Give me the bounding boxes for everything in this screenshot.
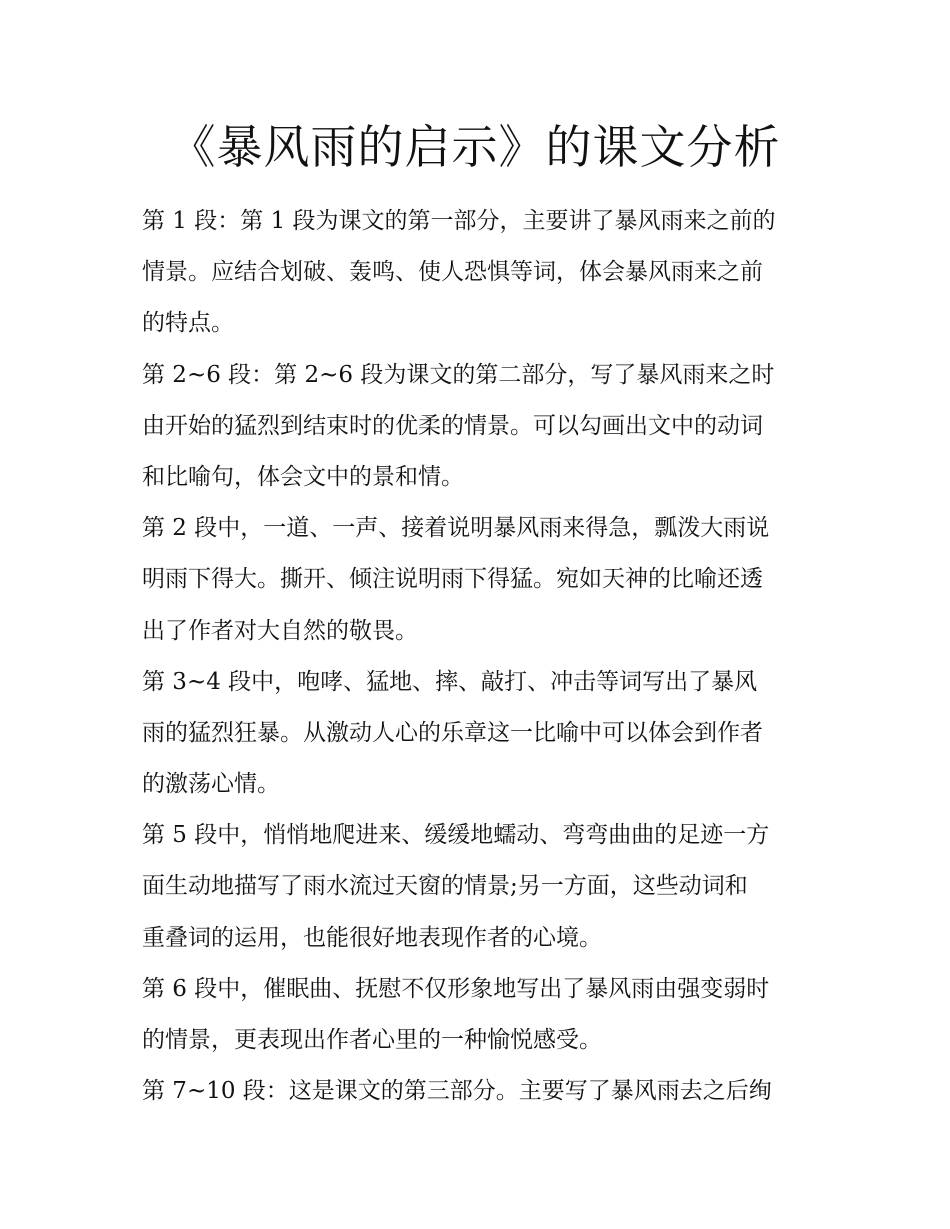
text-line: 重叠词的运用，也能很好地表现作者的心境。 [142, 924, 602, 951]
text-line: 第 6 段中，催眠曲、抚慰不仅形象地写出了暴风雨由强变弱时 [142, 975, 770, 1002]
text-line: 面生动地描写了雨水流过天窗的情景;另一方面，这些动词和 [142, 873, 748, 900]
paragraph-3 [142, 503, 814, 657]
text-line: 雨的猛烈狂暴。从激动人心的乐章这一比喻中可以体会到作者 [142, 719, 763, 746]
text-line: 明雨下得大。撕开、倾注说明雨下得猛。宛如天神的比喻还透 [142, 566, 763, 593]
text-line: 由开始的猛烈到结束时的优柔的情景。可以勾画出文中的动词 [142, 412, 763, 439]
text-line: 的情景，更表现出作者心里的一种愉悦感受。 [142, 1027, 602, 1053]
paragraph-6 [142, 964, 814, 1066]
paragraph-5 [142, 810, 814, 964]
paragraph-2 [142, 350, 814, 504]
text-line: 第 2~6 段：第 2~6 段为课文的第二部分，写了暴风雨来之时 [142, 361, 775, 388]
text-line: 第 7~10 段：这是课文的第三部分。主要写了暴风雨去之后绚 [142, 1078, 772, 1105]
text-line: 第 1 段：第 1 段为课文的第一部分，主要讲了暴风雨来之前的 [142, 208, 776, 234]
paragraph-1 [142, 196, 814, 350]
text-line: 情景。应结合划破、轰鸣、使人恐惧等词，体会暴风雨来之前 [142, 259, 763, 286]
text-line: 的特点。 [142, 310, 234, 337]
paragraph-4 [142, 657, 814, 811]
text-line: 出了作者对大自然的敬畏。 [142, 617, 418, 644]
text-line: 和比喻句，体会文中的景和情。 [142, 463, 464, 490]
text-line: 第 2 段中，一道、一声、接着说明暴风雨来得急，瓢泼大雨说 [142, 515, 770, 542]
document-title: 《暴风雨的启示》的课文分析 [169, 120, 781, 174]
text-line: 第 3~4 段中，咆哮、猛地、摔、敲打、冲击等词写出了暴风 [142, 668, 758, 695]
document-body [142, 196, 814, 1117]
text-line: 第 5 段中，悄悄地爬进来、缓缓地蠕动、弯弯曲曲的足迹一方 [142, 822, 770, 849]
text-line: 的激荡心情。 [142, 771, 280, 798]
paragraph-7 [142, 1066, 814, 1117]
